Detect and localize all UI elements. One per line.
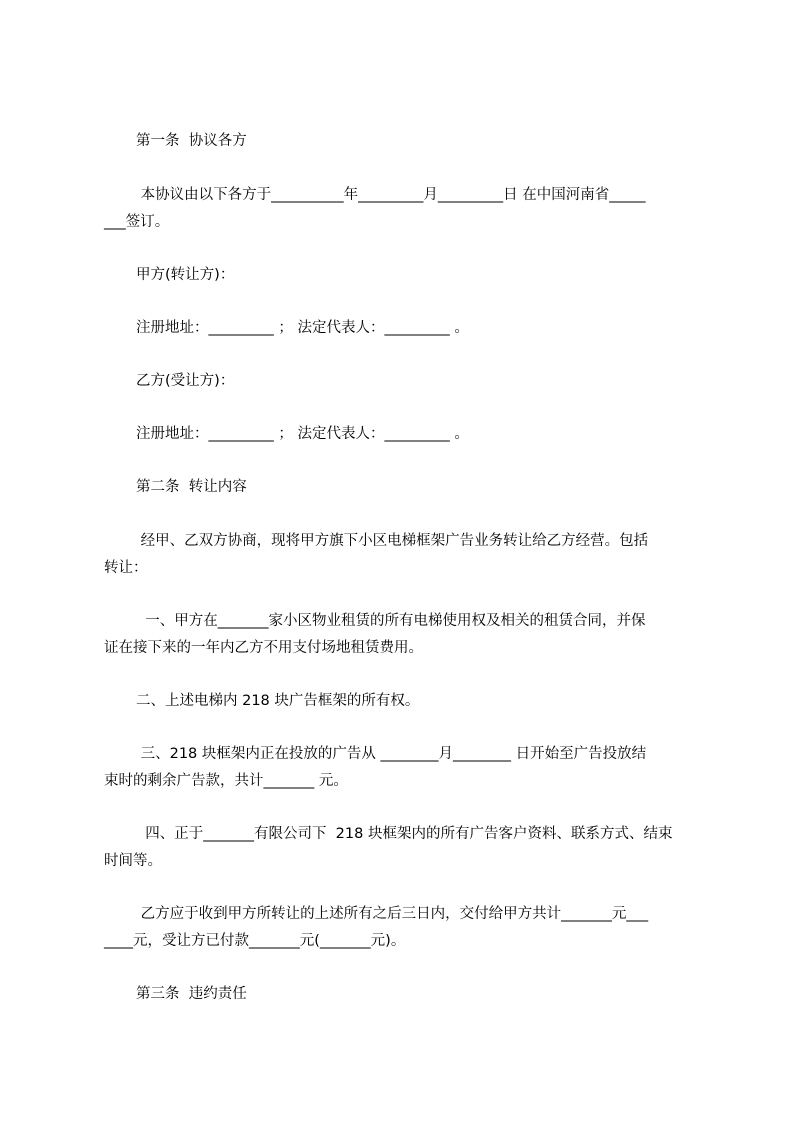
section2-heading: 第二条 转让内容	[136, 479, 247, 495]
paragraph-1-line-1: 本协议由以下各方于__________年_________月_________日 在中国河南省_____	[136, 187, 646, 203]
party-a-title: 甲方(转让方)：	[136, 267, 235, 283]
paragraph-1-line-2: ___签订。	[104, 214, 170, 230]
item-3-line-1: 三、218 块框架内正在投放的广告从 ________月________ 日开始至广告投放结	[136, 746, 647, 762]
item-4-line-1: 四、正于_______有限公司下 218 块框架内的所有广告客户资料、联系方式、结束	[136, 826, 673, 842]
item-1-line-1: 一、甲方在_______家小区物业租赁的所有电梯使用权及相关的租赁合同，并保	[136, 613, 646, 629]
paragraph-2-line-2: 转让：	[104, 560, 148, 576]
paragraph-2-line-1: 经甲、乙双方协商，现将甲方旗下小区电梯框架广告业务转让给乙方经营。包括	[136, 533, 649, 549]
payment-line-2: ____元，受让方已付款_______元(_______元)。	[104, 933, 406, 949]
item-1-line-2: 证在接下来的一年内乙方不用支付场地租赁费用。	[104, 640, 423, 656]
section3-heading: 第三条 违约责任	[136, 986, 247, 1002]
item-2-line-1: 二、上述电梯内 218 块广告框架的所有权。	[136, 693, 420, 709]
section1-heading: 第一条 协议各方	[136, 133, 247, 149]
payment-line-1: 乙方应于收到甲方所转让的上述所有之后三日内，交付给甲方共计_______元___	[136, 906, 649, 922]
item-3-line-2: 束时的剩余广告款，共计_______ 元。	[104, 773, 348, 789]
party-a-info: 注册地址：_________ ； 法定代表人：_________ 。	[136, 320, 469, 336]
item-4-line-2: 时间等。	[104, 853, 162, 869]
party-b-info: 注册地址：_________ ； 法定代表人：_________ 。	[136, 426, 469, 442]
party-b-title: 乙方(受让方)：	[136, 373, 235, 389]
